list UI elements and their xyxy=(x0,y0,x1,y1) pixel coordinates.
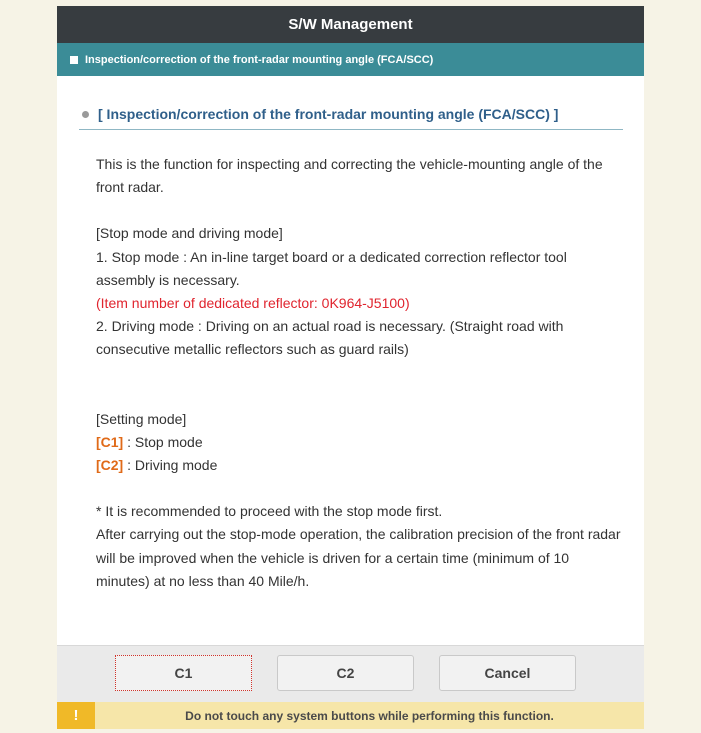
warning-banner xyxy=(57,702,644,729)
description-panel xyxy=(57,76,644,645)
driving-mode-text: 2. Driving mode : Driving on an actual road is necessary. (Straight road with consecutive metallic reflectors such as guard rails) xyxy=(96,318,564,358)
reflector-note: (Item number of dedicated reflector: 0K964-J5100) xyxy=(96,295,410,312)
cancel-button[interactable]: Cancel xyxy=(439,655,576,691)
circle-bullet-icon xyxy=(82,111,89,118)
button-bar xyxy=(57,645,644,703)
square-bullet-icon xyxy=(70,56,78,64)
precision-text: After carrying out the stop-mode operation, the calibration precision of the front radar will be improved when the vehicle is driven for a certain time (minimum of 10 minutes) at no less than 40 Mile/h. xyxy=(96,526,621,589)
setting-heading: [Setting mode] xyxy=(96,410,187,427)
dialog-title: S/W Management xyxy=(288,16,413,33)
dialog-title-bar xyxy=(57,6,644,43)
recommend-text: * It is recommended to proceed with the stop mode first. xyxy=(96,503,443,520)
c1-button[interactable]: C1 xyxy=(115,655,252,691)
section-heading-text: [ Inspection/correction of the front-radar mounting angle (FCA/SCC) ] xyxy=(98,106,559,122)
warning-text: Do not touch any system buttons while performing this function. xyxy=(185,708,554,723)
intro-text: This is the function for inspecting and correcting the vehicle-mounting angle of the front radar. xyxy=(96,156,603,196)
function-name: Inspection/correction of the front-radar mounting angle (FCA/SCC) xyxy=(85,53,434,66)
c2-tag: [C2] xyxy=(96,457,124,474)
stop-mode-text: 1. Stop mode : An in-line target board or a dedicated correction reflector tool assembly is necessary. xyxy=(96,248,567,288)
description-text xyxy=(96,153,626,593)
c1-description: : Stop mode xyxy=(123,433,203,450)
setting-c2 xyxy=(96,454,626,477)
warning-icon: ! xyxy=(57,702,95,729)
function-subheader xyxy=(57,43,644,76)
setting-c1 xyxy=(96,431,626,454)
sw-management-dialog xyxy=(57,6,644,729)
c1-tag: [C1] xyxy=(96,433,124,450)
c2-button[interactable]: C2 xyxy=(277,655,414,691)
modes-heading: [Stop mode and driving mode] xyxy=(96,225,283,242)
c2-description: : Driving mode xyxy=(123,457,218,474)
section-heading xyxy=(79,106,623,130)
